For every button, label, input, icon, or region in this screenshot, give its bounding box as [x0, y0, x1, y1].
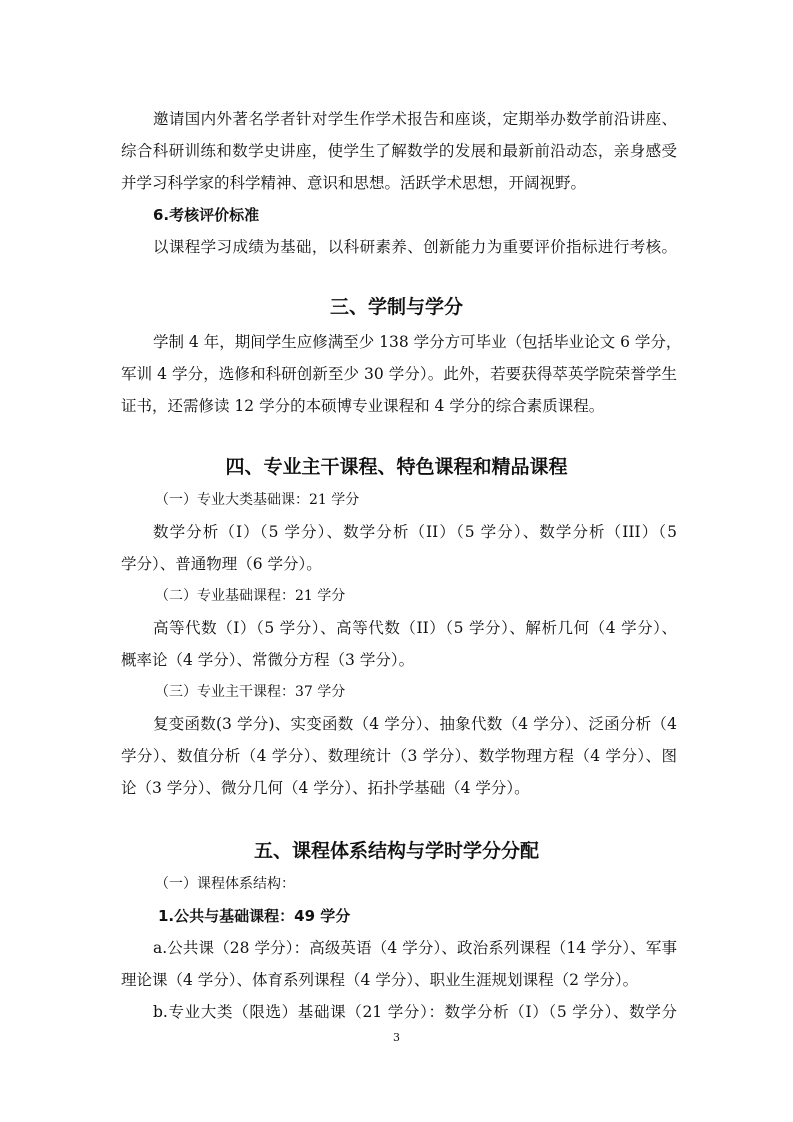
section-title: 四、专业主干课程、特色课程和精品课程: [225, 456, 568, 478]
subsection-heading: （一）专业大类基础课：21 学分: [155, 492, 360, 508]
paragraph-line: b.专业大类（限选）基础课（21 学分）：数学分析（I）（5 学分）、数学分: [153, 1003, 677, 1021]
paragraph-line: 理论课（4 学分）、体育系列课程（4 学分）、职业生涯规划课程（2 学分）。: [121, 971, 639, 989]
paragraph-line: 数学分析（I）（5 学分）、数学分析（II）（5 学分）、数学分析（III）（5: [153, 523, 677, 541]
paragraph-line: 概率论（4 学分）、常微分方程（3 学分）。: [121, 651, 415, 669]
paragraph-line: 学分）、普通物理（6 学分）。: [121, 555, 322, 573]
subheading: 1.公共与基础课程：49 学分: [158, 907, 351, 925]
paragraph-line: 邀请国内外著名学者针对学生作学术报告和座谈，定期举办数学前沿讲座、: [153, 110, 677, 128]
subsection-heading: （二）专业基础课程：21 学分: [155, 588, 346, 604]
paragraph-line: 军训 4 学分，选修和科研创新至少 30 学分）。此外，若要获得萃英学院荣誉学生: [121, 365, 677, 383]
paragraph-line: 学制 4 年，期间学生应修满至少 138 学分方可毕业（包括毕业论文 6 学分，: [153, 333, 682, 351]
paragraph-line: 以课程学习成绩为基础，以科研素养、创新能力为重要评价指标进行考核。: [153, 238, 677, 256]
paragraph-line: 论（3 学分）、微分几何（4 学分）、拓扑学基础（4 学分）。: [121, 779, 530, 797]
subheading: 6.考核评价标准: [153, 206, 260, 224]
paragraph-line: 高等代数（I）（5 学分）、高等代数（II）（5 学分）、解析几何（4 学分）、: [153, 619, 677, 637]
subsection-heading: （三）专业主干课程：37 学分: [155, 684, 346, 700]
paragraph-line: 综合科研训练和数学史讲座，使学生了解数学的发展和最新前沿动态，亲身感受: [121, 142, 677, 160]
subsection-heading: （一）课程体系结构：: [155, 876, 295, 892]
paragraph-line: 复变函数(3 学分)、实变函数（4 学分）、抽象代数（4 学分）、泛函分析（4: [153, 715, 677, 733]
page-number: 3: [393, 1031, 400, 1044]
paragraph-line: a.公共课（28 学分）：高级英语（4 学分）、政治系列课程（14 学分）、军事: [153, 939, 677, 957]
paragraph-line: 并学习科学家的科学精神、意识和思想。活跃学术思想，开阔视野。: [121, 174, 587, 192]
paragraph-line: 证书，还需修读 12 学分的本硕博专业课程和 4 学分的综合素质课程。: [121, 397, 605, 415]
paragraph-line: 学分）、数值分析（4 学分）、数理统计（3 学分）、数学物理方程（4 学分）、图: [121, 747, 677, 765]
section-title: 五、课程体系结构与学时学分分配: [253, 840, 539, 862]
section-title: 三、学制与学分: [329, 296, 463, 318]
